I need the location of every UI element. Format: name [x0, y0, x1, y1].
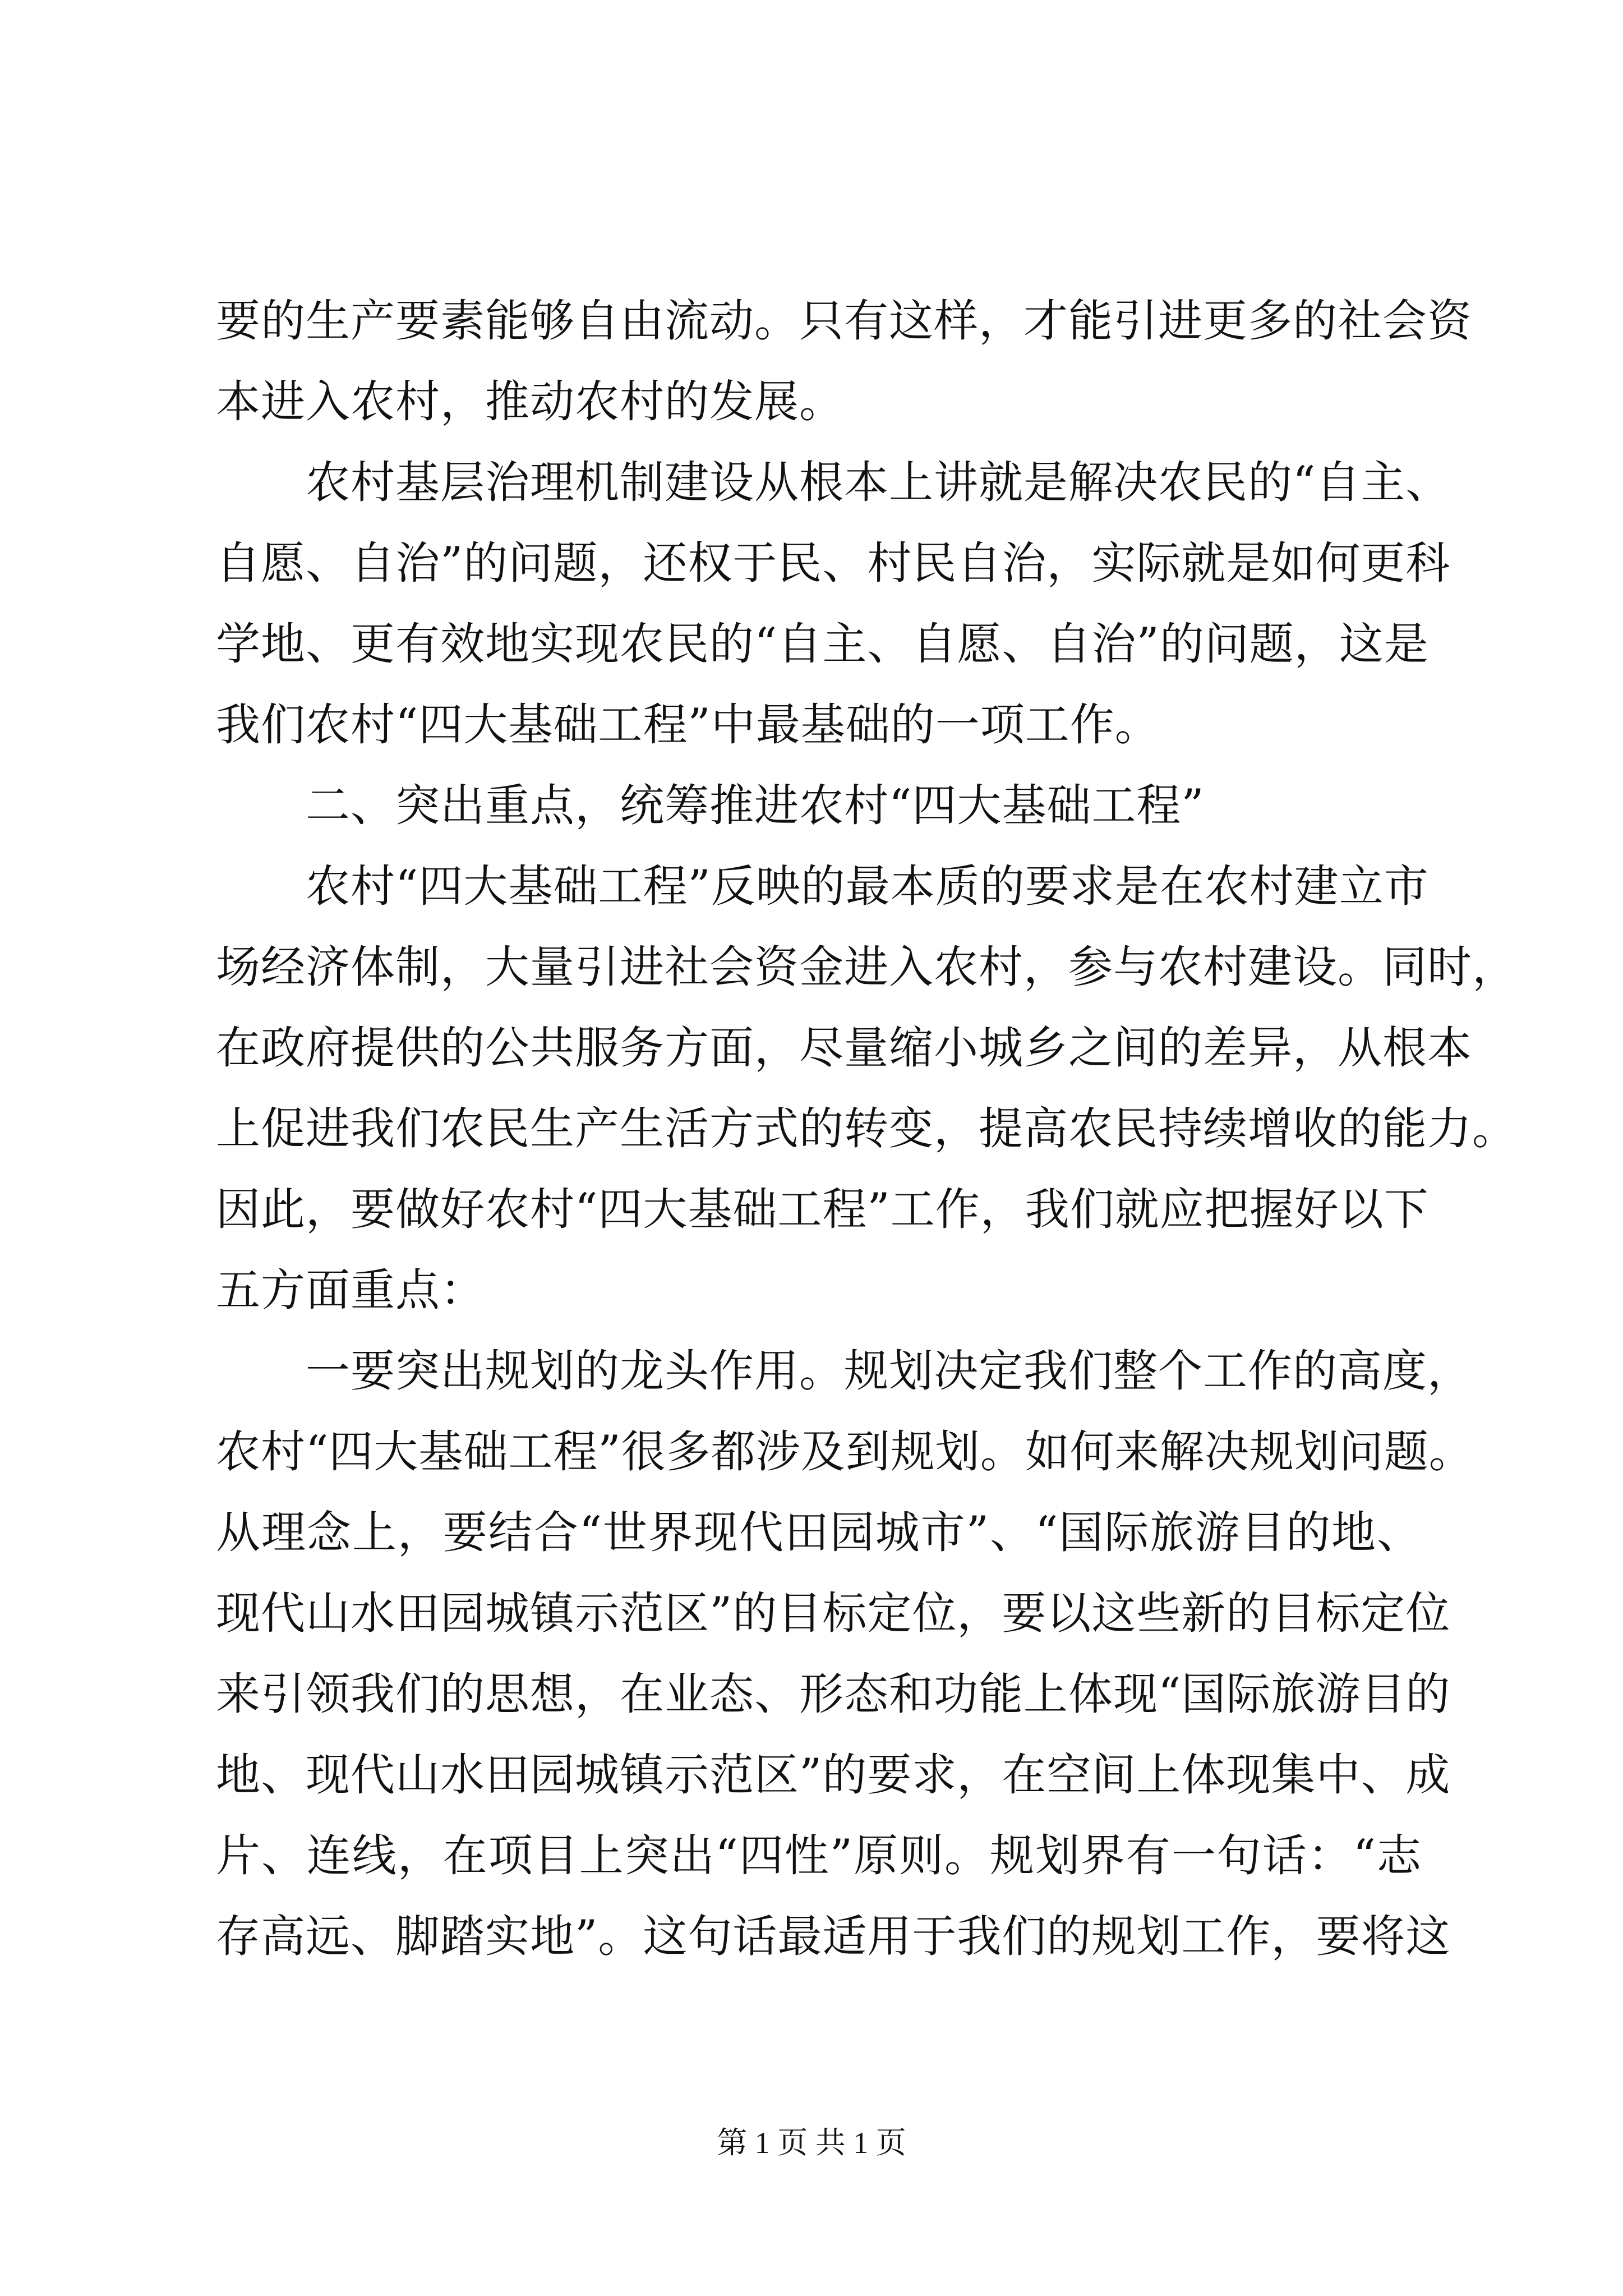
paragraph-line: 要的生产要素能够自由流动。只有这样，才能引进更多的社会资	[216, 295, 1472, 347]
paragraph-line: 现代山水田园城镇示范区”的目标定位，要以这些新的目标定位	[216, 1588, 1451, 1639]
paragraph-line: 我们农村“四大基础工程”中最基础的一项工作。	[216, 699, 1160, 751]
paragraph-line: 五方面重点：	[216, 1264, 485, 1316]
paragraph-line: 上促进我们农民生产生活方式的转变，提高农民持续增收的能力。	[216, 1103, 1517, 1154]
paragraph-line: 学地、更有效地实现农民的“自主、自愿、自治”的问题，这是	[216, 618, 1429, 670]
section-heading: 二、突出重点，统筹推进农村“四大基础工程”	[306, 780, 1205, 831]
paragraph-line: 地、现代山水田园城镇示范区”的要求，在空间上体现集中、成	[216, 1749, 1451, 1801]
paragraph-line: 因此，要做好农村“四大基础工程”工作，我们就应把握好以下	[216, 1184, 1429, 1235]
page-number-footer: 第 1 页 共 1 页	[717, 2126, 906, 2160]
paragraph-line: 农村“四大基础工程”反映的最本质的要求是在农村建立市	[306, 861, 1429, 912]
document-body	[216, 280, 1517, 1977]
paragraph-line: 本进入农村，推动农村的发展。	[216, 376, 844, 427]
paragraph-line: 自愿、自治”的问题，还权于民、村民自治，实际就是如何更科	[216, 537, 1451, 589]
paragraph-line: 存高远、脚踏实地”。这句话最适用于我们的规划工作，要将这	[216, 1911, 1451, 1962]
paragraph-line: 片、连线，在项目上突出“四性”原则。规划界有一句话：“志	[216, 1830, 1422, 1881]
paragraph-line: 农村“四大基础工程”很多都涉及到规划。如何来解决规划问题。	[216, 1426, 1474, 1478]
paragraph-line: 在政府提供的公共服务方面，尽量缩小城乡之间的差异，从根本	[216, 1022, 1472, 1074]
paragraph-line: 从理念上，要结合“世界现代田园城市”、“国际旅游目的地、	[216, 1507, 1422, 1558]
paragraph-line: 农村基层治理机制建设从根本上讲就是解决农民的“自主、	[306, 457, 1451, 508]
paragraph-line: 场经济体制，大量引进社会资金进入农村，参与农村建设。同时，	[216, 941, 1517, 993]
paragraph-line: 一要突出规划的龙头作用。规划决定我们整个工作的高度，	[306, 1345, 1472, 1397]
paragraph-line: 来引领我们的思想，在业态、形态和功能上体现“国际旅游目的	[216, 1668, 1451, 1720]
